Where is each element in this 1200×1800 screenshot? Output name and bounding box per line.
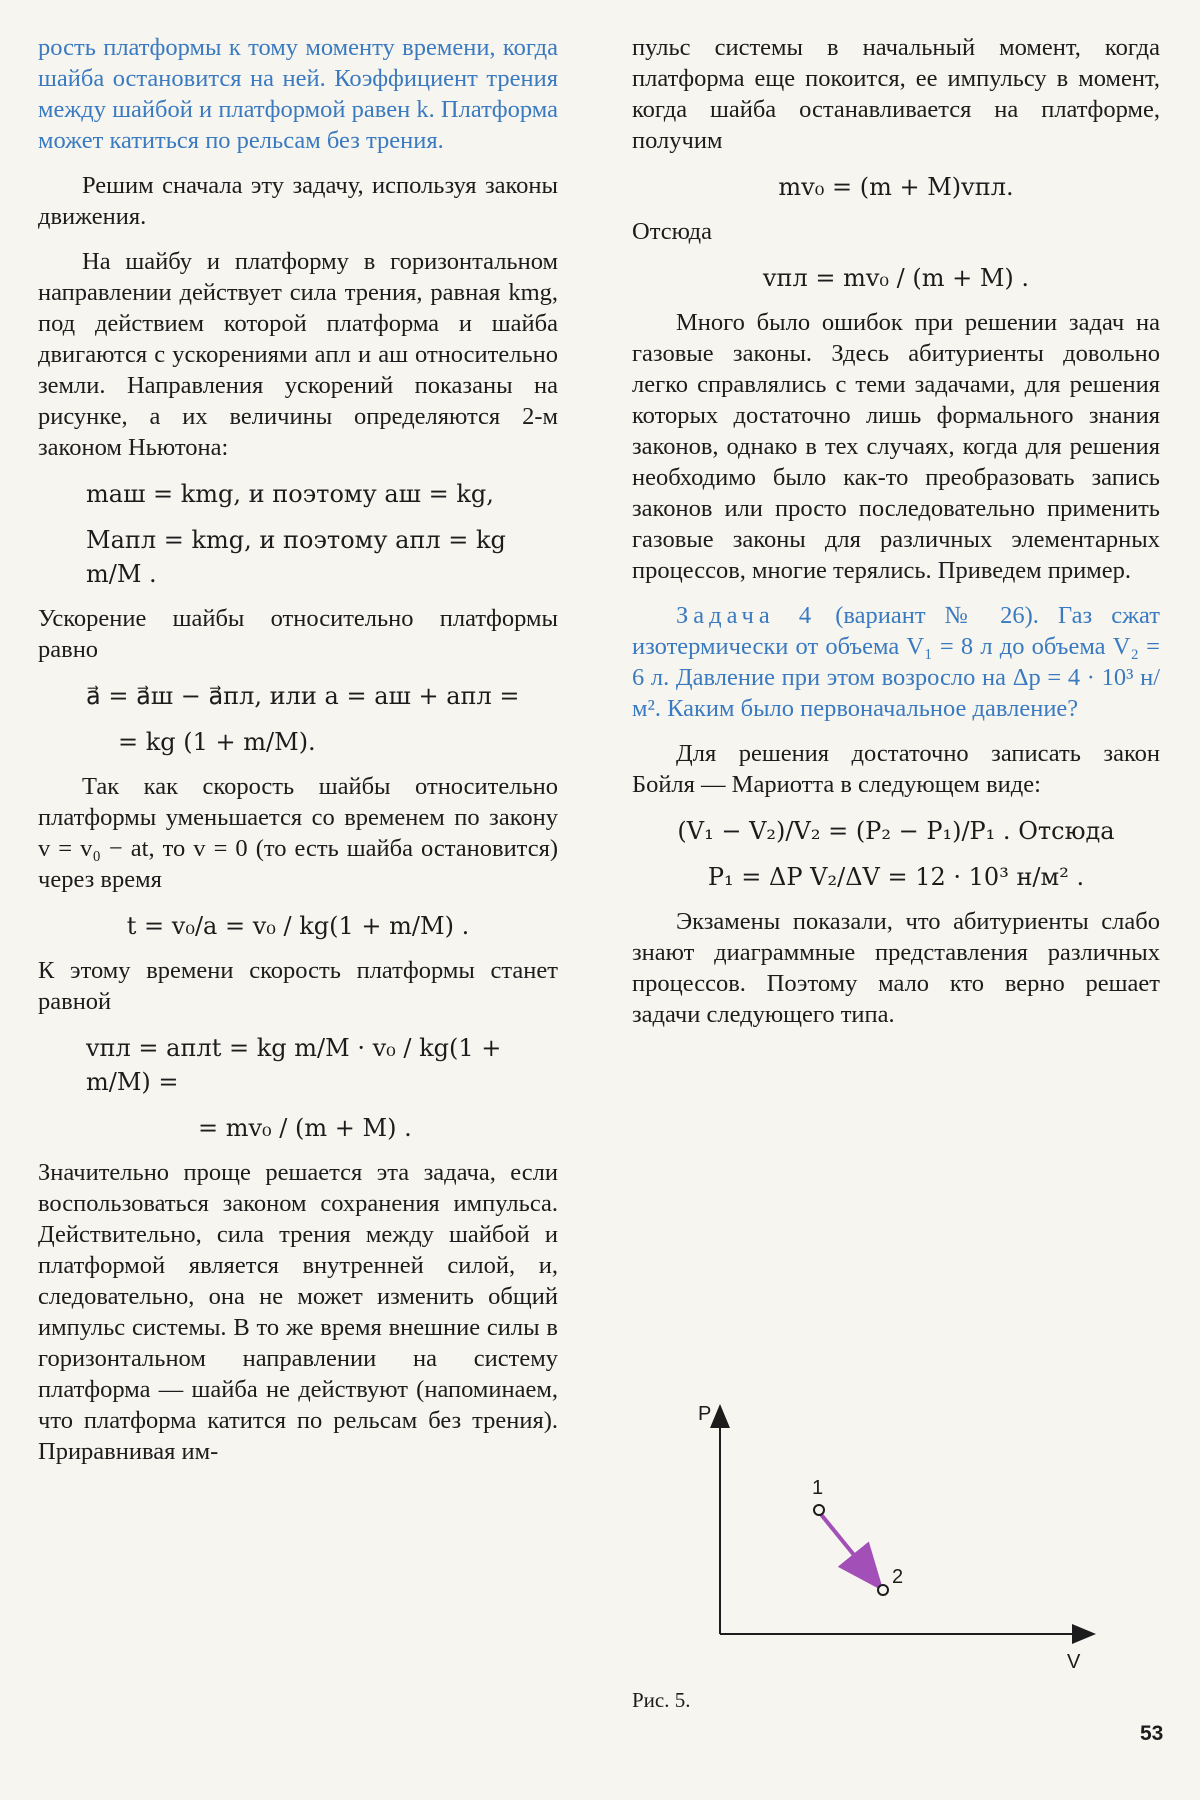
paragraph: Значительно проще решается эта задача, если воспользоваться законом сохранения импульса. Действительно, сила трения между шайбой и платформой является внутренней силой, и, следовательно, она не может изменить общий импульс системы. В то же время внешние силы в горизонтальном направлении на систему платформа — шайба не действуют (напоминаем, что платформа катится по рельсам без трения). Приравнивая им- — [38, 1159, 558, 1465]
figure-caption: Рис. 5. — [632, 1688, 691, 1712]
problem-continuation: рость платформы к тому моменту времени, когда шайба остановится на ней. Коэффициент трения между шайбой и платформой равен k. Платформа может катиться по рельсам без трения. — [38, 34, 558, 154]
paragraph: Много было ошибок при решении задач на газовые законы. Здесь абитуриенты довольно легко справлялись с теми задачами, для решения которых достаточно лишь формального знания законов, однако в тех случаях, когда для решения необходимо было как-то преобразовать запись законов или просто последовательно применить газовые законы для различных элементарных процессов, многие терялись. Приведем пример. — [632, 309, 1160, 584]
equation: a⃗ = a⃗ш − a⃗пл, или a = aш + aпл = — [86, 682, 520, 710]
equation: t = v₀/a = v₀ / kg(1 + m/M) . — [126, 912, 470, 940]
state-point-2 — [878, 1585, 888, 1595]
page-number: 53 — [1140, 1722, 1164, 1745]
paragraph: Решим сначала эту задачу, используя законы движения. — [38, 172, 558, 230]
x-axis-label: V — [1067, 1651, 1081, 1673]
paragraph: Отсюда — [632, 218, 712, 245]
left-column — [38, 32, 558, 1481]
state-label-2: 2 — [892, 1566, 904, 1588]
state-label-1: 1 — [812, 1477, 824, 1499]
equation: maш = kmg, и поэтому aш = kg, — [86, 480, 494, 508]
paragraph: Так как скорость шайбы относительно платформы уменьшается со временем по закону v = v₀ − at, то v = 0 (то есть шайба остановится) через время — [38, 773, 558, 893]
task-label: Задача 4 — [676, 602, 817, 629]
equation-boyle: (V₁ − V₂)/V₂ = (P₂ − P₁)/P₁ . — [677, 817, 1011, 845]
task-statement — [632, 600, 1160, 724]
paragraph: Экзамены показали, что абитуриенты слабо знают диаграммные представления различных процессов. Поэтому мало кто верно решает задачи следующего типа. — [632, 908, 1160, 1028]
process-arrow — [819, 1512, 876, 1582]
equation-tail: Отсюда — [1018, 817, 1115, 845]
equation: P₁ = ΔP V₂/ΔV = 12 · 10³ н/м² . — [707, 863, 1085, 891]
paragraph: К этому времени скорость платформы станет равной — [38, 957, 558, 1015]
equation: Maпл = kmg, и поэтому aпл = kg m/M . — [86, 526, 506, 588]
paragraph: пульс системы в начальный момент, когда платформа еще покоится, ее импульсу в момент, когда шайба останавливается на платформе, получим — [632, 34, 1160, 154]
y-axis-label: P — [698, 1403, 712, 1425]
equation: mv₀ = (m + M)vпл. — [778, 173, 1014, 201]
paragraph: Для решения достаточно записать закон Бойля — Мариотта в следующем виде: — [632, 740, 1160, 798]
task-text: (вариант № 26). Газ сжат изотермически от объема V₁ = 8 л до объема V₂ = 6 л. Давление при этом возросло на Δp = 4 · 10³ н/м². Каким было первоначальное давление? — [632, 602, 1160, 722]
equation: = mv₀ / (m + M) . — [198, 1114, 412, 1142]
equation — [632, 814, 1160, 848]
paragraph: Ускорение шайбы относительно платформы равно — [38, 605, 558, 663]
pv-diagram — [632, 1390, 1132, 1710]
equation: vпл = aплt = kg m/M · v₀ / kg(1 + m/M) = — [86, 1034, 502, 1096]
paragraph: На шайбу и платформу в горизонтальном направлении действует сила трения, равная kmg, под действием которой платформа и шайба двигаются с ускорениями aпл и aш относительно земли. Направления ускорений показаны на рисунке, а их величины определяются 2-м законом Ньютона: — [38, 248, 558, 461]
equation: vпл = mv₀ / (m + M) . — [762, 264, 1030, 292]
right-column — [632, 32, 1160, 1044]
state-point-1 — [814, 1505, 824, 1515]
equation: = kg (1 + m/M). — [118, 728, 316, 756]
